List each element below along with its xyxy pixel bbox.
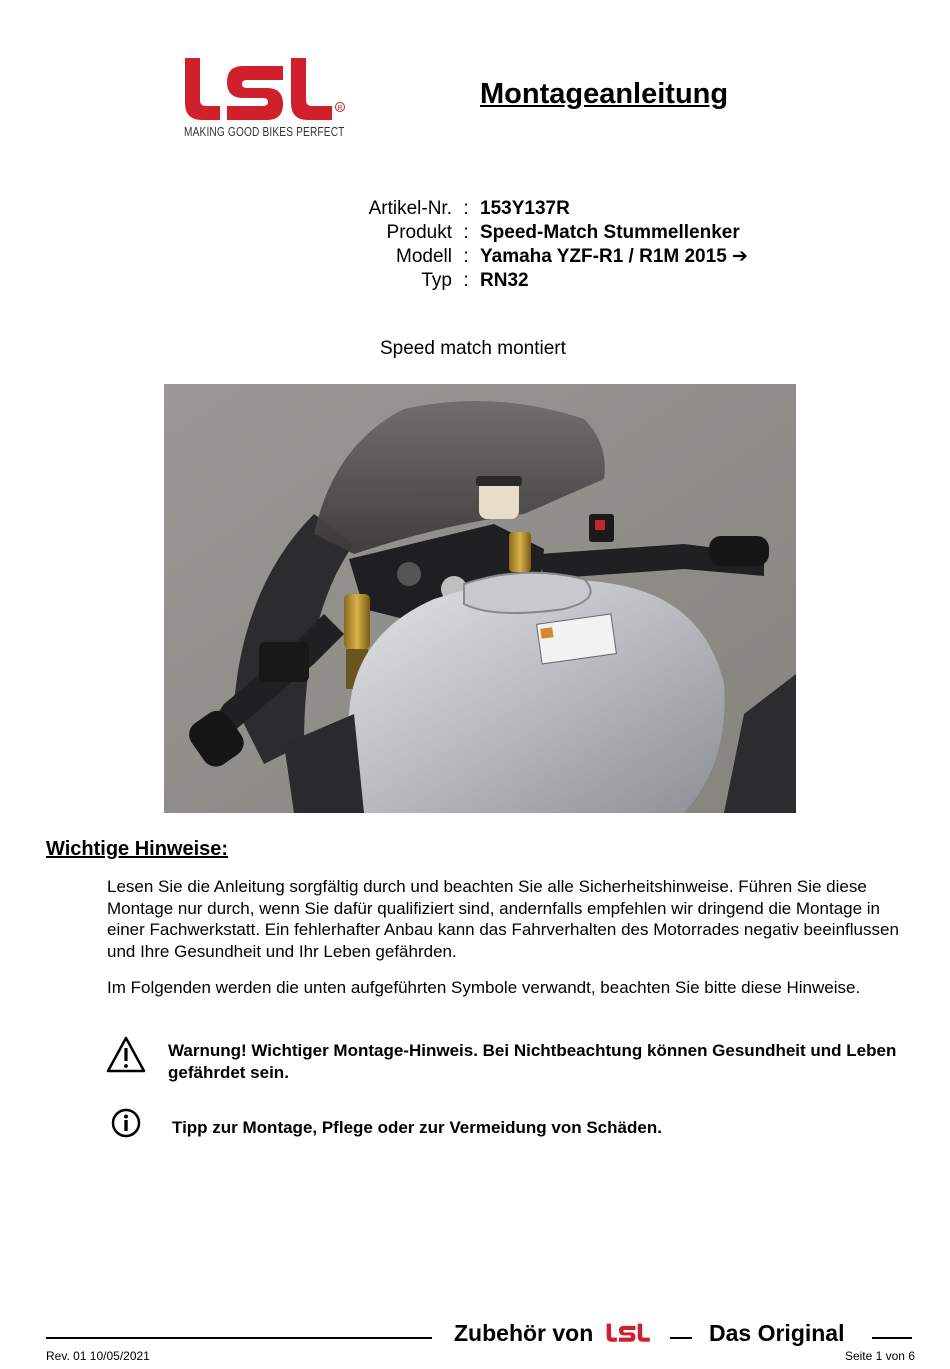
article-info: [300, 197, 748, 293]
info-row-model: [300, 245, 748, 269]
section-title: Wichtige Hinweise:: [46, 838, 229, 860]
info-separator: :: [463, 222, 469, 243]
info-separator: :: [463, 198, 469, 219]
info-row-article: [300, 197, 748, 221]
footer-original-text: Das Original: [709, 1320, 845, 1346]
info-label: Produkt: [386, 222, 452, 243]
photo-caption: Speed match montiert: [380, 338, 566, 359]
footer-lsl-logo: [606, 1323, 656, 1345]
info-separator: :: [463, 270, 469, 291]
info-icon: [111, 1108, 141, 1138]
info-label: Modell: [396, 246, 452, 267]
info-separator: :: [463, 246, 469, 267]
info-value: Yamaha YZF-R1 / R1M 2015 ➔: [480, 246, 748, 267]
tip-text: Tipp zur Montage, Pflege oder zur Vermeidung von Schäden.: [172, 1118, 662, 1137]
symbols-paragraph: Im Folgenden werden die unten aufgeführten Symbole verwandt, beachten Sie bitte diese Hinweise.: [107, 978, 861, 997]
info-label: Artikel-Nr.: [368, 198, 452, 219]
info-value: 153Y137R: [480, 198, 570, 219]
footer-accessory-text: Zubehör von: [454, 1320, 594, 1346]
motorcycle-photo: [164, 384, 796, 813]
footer-divider: [46, 1337, 432, 1339]
logo-tagline: MAKING GOOD BIKES PERFECT: [184, 124, 345, 139]
info-value: RN32: [480, 270, 529, 291]
svg-text:R: R: [337, 105, 343, 112]
safety-paragraph: Lesen Sie die Anleitung sorgfältig durch und beachten Sie alle Sicherheitshinweise. Führen Sie diese Montage nur durch, wenn Sie dafür qualifiziert sind, andernfalls empfehlen wir dringend die Montage in einer Fachwerkstatt. Ein fehlerhafter Anbau kann das Fahrverhalten des Motorrades negativ beeinflussen und Ihre Gesundheit und Ihr Leben gefährden.: [107, 877, 899, 961]
info-label: Typ: [421, 270, 452, 291]
document-title: Montageanleitung: [480, 78, 729, 110]
info-value: Speed-Match Stummellenker: [480, 222, 740, 243]
info-row-product: [300, 221, 748, 245]
footer-divider: [872, 1337, 912, 1339]
page-number: Seite 1 von 6: [844, 1349, 915, 1363]
revision-info: Rev. 01 10/05/2021: [46, 1349, 150, 1363]
warning-icon: [106, 1036, 146, 1074]
footer-dash: [670, 1337, 692, 1339]
warning-text: Warnung! Wichtiger Montage-Hinweis. Bei Nichtbeachtung können Gesundheit und Leben gefährdet sein.: [168, 1041, 897, 1082]
info-row-type: [300, 269, 748, 293]
